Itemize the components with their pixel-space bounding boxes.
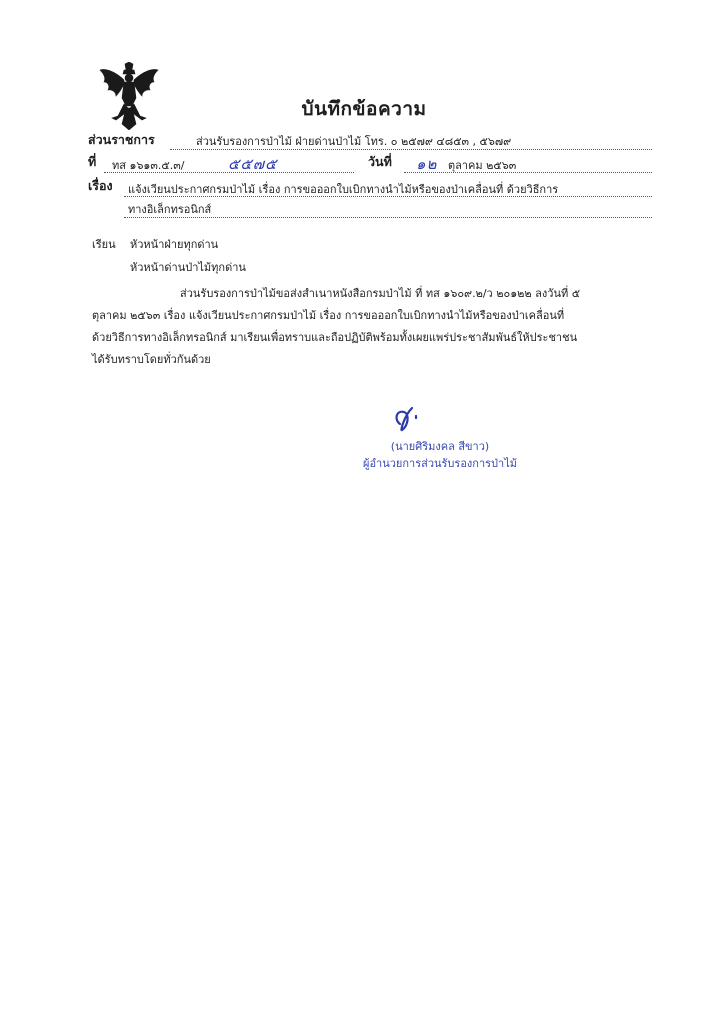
date-day-handwritten: ๑๒ bbox=[416, 155, 438, 173]
subject-line-1: แจ้งเวียนประกาศกรมป่าไม้ เรื่อง การขอออกใบเบิกทางนำไม้หรือของป่าเคลื่อนที่ ด้วยวิธีการ bbox=[128, 183, 559, 196]
ref-row bbox=[88, 152, 96, 172]
salutation: เรียน bbox=[92, 238, 116, 251]
signature-mark-icon bbox=[390, 402, 440, 438]
ref-value: ทส ๑๖๑๓.๕.๓/ bbox=[112, 159, 185, 172]
body-line-1: ส่วนรับรองการป่าไม้ขอส่งสำเนาหนังสือกรมป่าไม้ ที่ ทส ๑๖๐๙.๒/ว ๒๐๑๒๒ ลงวันที่ ๕ bbox=[180, 287, 581, 300]
date-row bbox=[368, 152, 392, 172]
date-month-year: ตุลาคม ๒๕๖๓ bbox=[448, 159, 517, 172]
recipient-line-2: หัวหน้าด่านป่าไม้ทุกด่าน bbox=[130, 261, 246, 274]
agency-value: ส่วนรับรองการป่าไม้ ฝ่ายด่านป่าไม้ โทร. ๐ ๒๕๗๙ ๔๘๕๓ , ๕๖๗๙ bbox=[196, 135, 512, 148]
ref-underline bbox=[104, 172, 354, 173]
subject-row bbox=[88, 176, 113, 196]
date-underline bbox=[404, 172, 652, 173]
agency-row bbox=[88, 130, 155, 150]
recipient-line-1: หัวหน้าฝ่ายทุกด่าน bbox=[130, 238, 219, 251]
subject-underline-2 bbox=[124, 217, 652, 218]
signatory-position: ผู้อำนวยการส่วนรับรองการป่าไม้ bbox=[363, 457, 517, 470]
date-label: วันที่ bbox=[368, 154, 392, 169]
body-line-2: ตุลาคม ๒๕๖๓ เรื่อง แจ้งเวียนประกาศกรมป่าไม้ เรื่อง การขอออกใบเบิกทางนำไม้หรือของป่าเคลื่อนที่ bbox=[92, 309, 565, 322]
body-line-4: ได้รับทราบโดยทั่วกันด้วย bbox=[92, 353, 211, 366]
subject-label: เรื่อง bbox=[88, 178, 113, 193]
subject-line-2: ทางอิเล็กทรอนิกส์ bbox=[128, 203, 212, 216]
body-line-3: ด้วยวิธีการทางอิเล็กทรอนิกส์ มาเรียนเพื่อทราบและถือปฏิบัติพร้อมทั้งเผยแพร่ประชาสัมพันธ์ให้ประชาชน bbox=[92, 331, 578, 344]
ref-number-handwritten: ๕๕๗๕ bbox=[228, 155, 278, 173]
document-title: บันทึกข้อความ bbox=[301, 98, 427, 120]
subject-underline-1 bbox=[124, 196, 652, 197]
signatory-name: (นายศิริมงคล สีขาว) bbox=[390, 440, 490, 453]
agency-underline bbox=[170, 149, 652, 150]
ref-label: ที่ bbox=[88, 154, 97, 169]
signature-block bbox=[330, 438, 550, 472]
agency-label: ส่วนราชการ bbox=[88, 132, 155, 147]
